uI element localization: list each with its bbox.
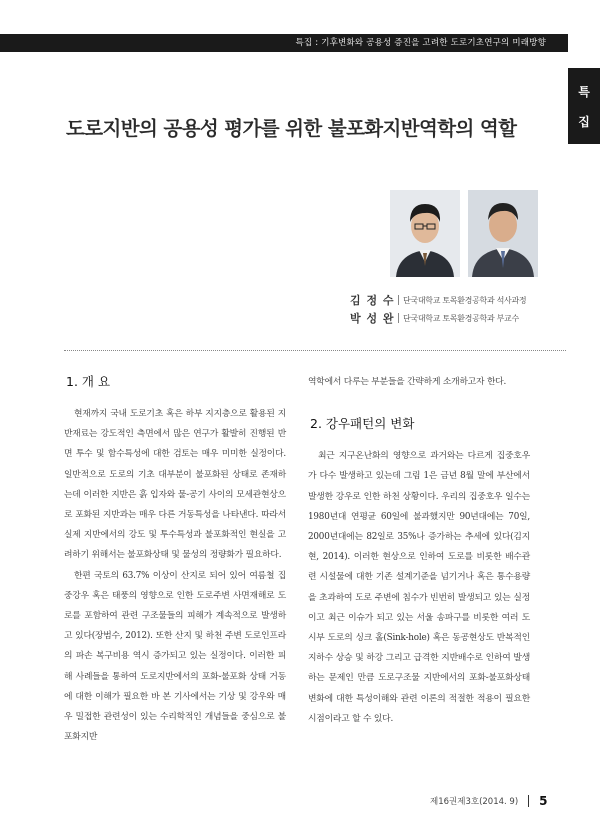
paragraph: 최근 지구온난화의 영향으로 과거와는 다르게 집중호우가 다수 발생하고 있는데 그림 1은 금년 8월 말에 부산에서 발생한 강우로 인한 하천 상황이다. 우리의 집중호우 일수는 1980년대 연평균 60일에 불과했지만 90년대에는 70일, 2000년대에는 82일로 35%나 증가하는 추세에 있다(김지현, 2014). 이러한 현상으로 인하여 도로를 비롯한 배수관련 시설물에 대한 기존 설계기준을 넘기거나 혹은 통수용량을 초과하여 도로 주변에 침수가 빈번히 발생되고 있는 실정이고 최근 이슈가 되고 있는 서울 송파구를 비롯한 여러 도시부 도로의 싱크 홀(Sink-hole) 혹은 동공현상도 반복적인 지하수 상승 및 하강 그리고 급격한 지반배수로 인하여 발생하는 문제인 만큼 도로구조물 지반에서의 포화-불포화상태 변화에 대한 특성이해와 관련 이론의 적절한 적용이 필요한 시점이라고 할 수 있다. (308, 451, 530, 724)
author-affiliation: 단국대학교 토목환경공학과 부교수 (403, 313, 519, 323)
author-name: 김 정 수 (350, 294, 395, 307)
author-list (350, 291, 570, 327)
author-photo-1 (390, 190, 460, 277)
issue-info: 제16권제3호(2014. 9) (430, 797, 519, 807)
section-tab (568, 68, 600, 144)
page-number: 5 (539, 794, 548, 808)
author-row-2 (350, 309, 570, 327)
paragraph-continuation: 역학에서 다루는 부분들을 간략하게 소개하고자 한다. (308, 377, 507, 387)
right-column (308, 372, 530, 729)
left-column (64, 372, 286, 747)
author-name: 박 성 완 (350, 312, 395, 325)
dotted-divider (64, 350, 566, 351)
section-tab-char-1: 특 (578, 84, 590, 99)
page-footer (430, 794, 548, 808)
author-row-1 (350, 291, 570, 309)
section-heading-rainfall: 2. 강우패턴의 변화 (310, 416, 415, 432)
author-photo-2 (468, 190, 538, 277)
author-affiliation: 단국대학교 토목환경공학과 석사과정 (403, 295, 527, 305)
paragraph: 한편 국토의 63.7% 이상이 산지로 되어 있어 여름철 집중강우 혹은 태풍의 영향으로 인한 도로주변 사면재해로 도로를 포함하여 관련 구조물들의 피해가 계속적으로 발생하고 있다(장범수, 2012). 또한 산지 및 하천 주변 도로인프라의 파손 복구비용 역시 증가되고 있는 실정이다. 이러한 피해 사례들을 통하여 도로지반에서의 포화-불포화 상태 거동에 대한 이해가 필요한 바 본 기사에서는 기상 및 강우와 매우 밀접한 관련성이 있는 수리학적인 개념들을 중심으로 불포화지반 (64, 570, 286, 743)
section-tab-char-2: 집 (578, 114, 590, 129)
section-heading-intro: 1. 개 요 (66, 374, 111, 389)
separator (398, 313, 399, 323)
paragraph: 현재까지 국내 도로기초 혹은 하부 지지층으로 활용된 지반재료는 강도적인 측면에서 많은 연구가 활발히 진행된 반면 투수 및 함수특성에 대한 검토는 매우 미미한 실정이다. 일반적으로 도로의 기초 대부분이 불포화된 상태로 존재하는데 이러한 지반은 흙 입자와 물-공기 사이의 모세관현상으로 포화된 지반과는 매우 다른 거동특성을 나타낸다. 따라서 실제 지반에서의 강도 및 투수특성과 불포화적인 현실을 고려하기 위해서는 불포화상태 및 물성의 정량화가 필요하다. (64, 409, 286, 561)
article-title: 도로지반의 공용성 평가를 위한 불포화지반역학의 역할 (66, 117, 517, 140)
running-header: 특집 : 기후변화와 공용성 증진을 고려한 도로기초연구의 미래방향 (0, 34, 568, 52)
footer-separator (528, 795, 529, 807)
separator (398, 295, 399, 305)
